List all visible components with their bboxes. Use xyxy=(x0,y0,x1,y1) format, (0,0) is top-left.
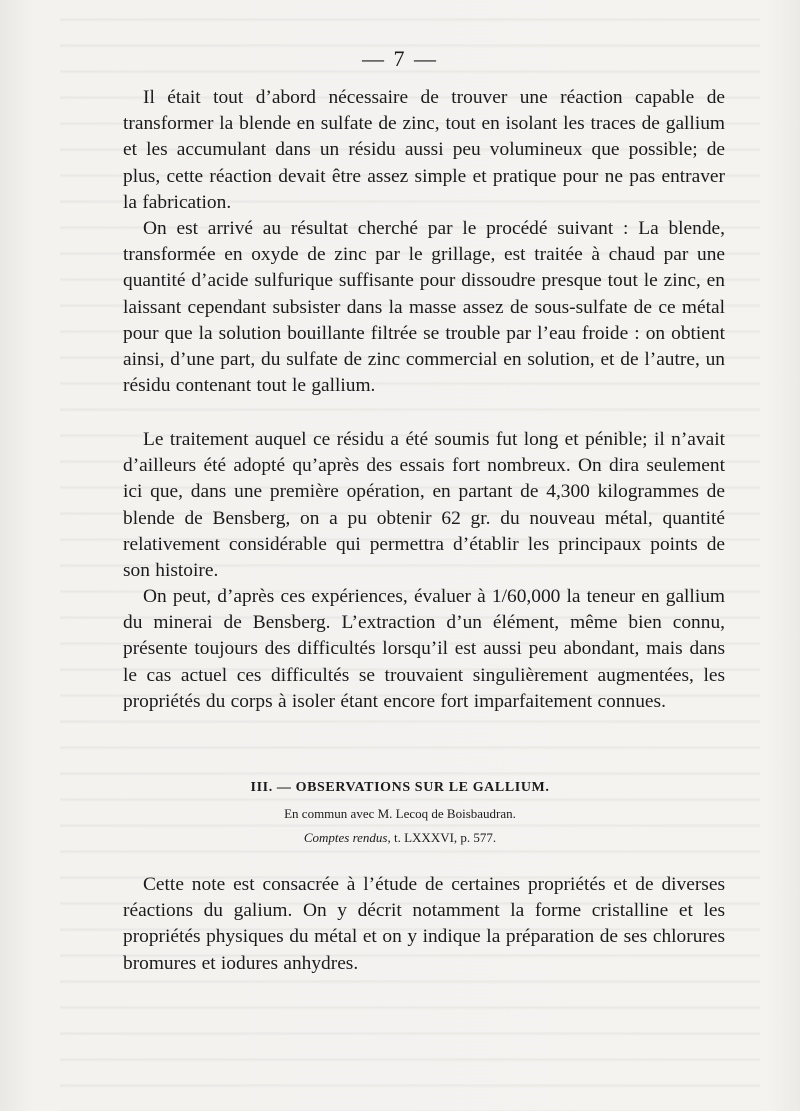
paragraph-text: On peut, d’après ces expériences, évaluer à 1/60,000 la teneur en gallium du minerai de Bensberg. L’extraction d’un élément, même bien connu, présente toujours des difficultés lorsqu’il est aussi peu abondant, mais dans le cas actuel ces difficultés se trouvaient singulièrement augmentées, les propriétés du corps à isoler étant encore fort imparfaitement connues. xyxy=(123,586,725,712)
paragraph-4 xyxy=(123,584,725,715)
journal-citation: , t. LXXXVI, p. 577. xyxy=(387,830,497,845)
journal-name: Comptes rendus xyxy=(303,830,388,845)
paragraph-text: Cette note est consacrée à l’étude de certaines propriétés et de diverses réactions du galium. On y décrit notamment la forme cristalline et les propriétés physiques du métal et on y indique la préparation de ses chlorures bromures et iodures anhydres. xyxy=(123,874,725,974)
section-reference xyxy=(0,830,800,846)
paragraph-text: Le traitement auquel ce résidu a été soumis fut long et pénible; il n’avait d’ailleurs été adopté qu’après des essais fort nombreux. On dira seulement ici que, dans une première opération, en partant de 4,300 kilogrammes de blende de Bensberg, on a pu obtenir 62 gr. du nouveau métal, quantité relativement considérable qui permettra d’établir les principaux points de son histoire. xyxy=(123,429,725,582)
section-title: III. — OBSERVATIONS SUR LE GALLIUM. xyxy=(250,780,550,795)
paragraph-text: Il était tout d’abord nécessaire de trouver une réaction capable de transformer la blende en sulfate de zinc, tout en isolant les traces de gallium et les accumulant dans un résidu aussi peu volumineux que possible; de plus, cette réaction devait être assez simple et pratique pour ne pas entraver la fabrication. xyxy=(123,87,725,213)
paragraph-1 xyxy=(123,85,725,216)
section-collaboration: En commun avec M. Lecoq de Boisbaudran. xyxy=(284,806,516,821)
paragraph-3 xyxy=(123,427,725,584)
paragraph-2 xyxy=(123,216,725,399)
page-number: — 7 — xyxy=(362,46,438,71)
paragraph-text: On est arrivé au résultat cherché par le procédé suivant : La blende, transformée en oxyde de zinc par le grillage, est traitée à chaud par une quantité d’acide sulfurique suffisante pour dissoudre presque tout le zinc, en laissant cependant subsister dans la masse assez de sous-sulfate de ce métal pour que la solution bouillante filtrée se trouble par l’eau froide : on obtient ainsi, d’une part, du sulfate de zinc commercial en solution, et de l’autre, un résidu contenant tout le gallium. xyxy=(123,218,725,397)
closing-paragraph xyxy=(123,872,725,977)
